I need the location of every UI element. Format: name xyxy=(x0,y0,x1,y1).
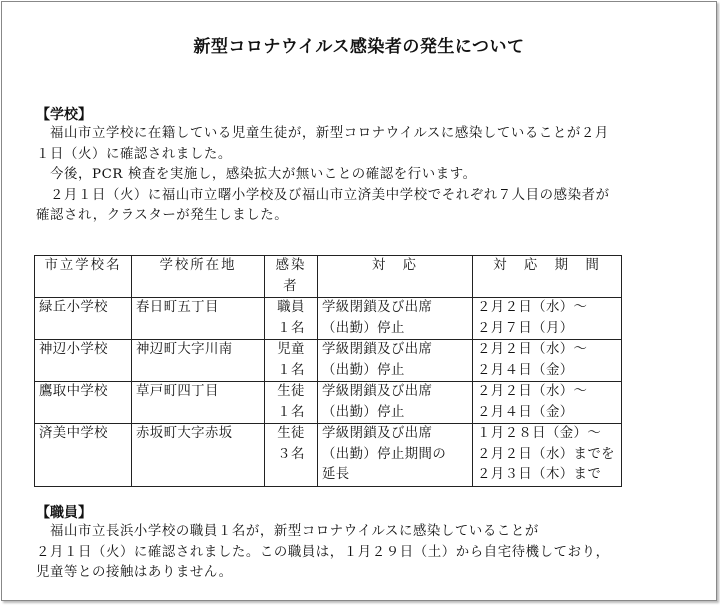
school-name-cell: 済美中学校 xyxy=(35,424,132,487)
response-cell: 学級閉鎖及び出席 （出勤）停止 xyxy=(318,340,473,382)
school-line: 今後，PCR 検査を実施し，感染拡大が無いことの確認を行います。 xyxy=(36,167,477,182)
school-line: １日（火）に確認されました。 xyxy=(36,146,232,162)
page-title: 新型コロナウイルス感染者の発生について xyxy=(193,37,525,57)
school-name-cell: 鷹取中学校 xyxy=(35,382,132,424)
column-header: 市立学校名 xyxy=(35,256,132,298)
staff-section-text xyxy=(36,522,696,584)
table-row xyxy=(35,382,622,424)
infected-cell: 生徒 １名 xyxy=(265,382,318,424)
staff-line: ２月１日（火）に確認されました。この職員は，１月２９日（土）から自宅待機しており， xyxy=(36,544,610,560)
column-header: 対 応 xyxy=(318,256,473,298)
period-cell: ２月２日（水）～ ２月７日（月） xyxy=(473,298,622,340)
school-section-text xyxy=(36,124,696,227)
school-line: 確認され，クラスターが発生しました。 xyxy=(36,208,289,223)
location-cell: 草戸町四丁目 xyxy=(132,382,265,424)
location-cell: 春日町五丁目 xyxy=(132,298,265,340)
school-line: 福山市立学校に在籍している児童生徒が，新型コロナウイルスに感染していることが２月 xyxy=(36,126,609,141)
staff-section-heading: 【職員】 xyxy=(36,505,92,521)
infected-cell: 生徒 ３名 xyxy=(265,424,318,487)
document-page xyxy=(1,1,717,601)
location-cell: 神辺町大字川南 xyxy=(132,340,265,382)
response-cell: 学級閉鎖及び出席 （出勤）停止 xyxy=(318,298,473,340)
table-row xyxy=(35,298,622,340)
school-section-heading: 【学校】 xyxy=(36,107,92,123)
location-cell: 赤坂町大字赤坂 xyxy=(132,424,265,487)
response-cell: 学級閉鎖及び出席 （出勤）停止期間の 延長 xyxy=(318,424,473,487)
table-header-row xyxy=(35,256,622,298)
infected-cell: 児童 １名 xyxy=(265,340,318,382)
staff-line: 児童等との接触はありません。 xyxy=(36,565,233,580)
school-line: ２月１日（火）に福山市立曙小学校及び福山市立済美中学校でそれぞれ７人目の感染者が xyxy=(36,187,610,203)
school-name-cell: 神辺小学校 xyxy=(35,340,132,382)
school-name-cell: 緑丘小学校 xyxy=(35,298,132,340)
table-row xyxy=(35,340,622,382)
staff-line: 福山市立長浜小学校の職員１名が，新型コロナウイルスに感染していることが xyxy=(36,524,539,539)
column-header: 学校所在地 xyxy=(132,256,265,298)
period-cell: ２月２日（水）～ ２月４日（金） xyxy=(473,382,622,424)
column-header: 感染者 xyxy=(265,256,318,298)
column-header: 対 応 期 間 xyxy=(473,256,622,298)
table-row xyxy=(35,424,622,487)
school-table xyxy=(34,255,622,487)
infected-cell: 職員 １名 xyxy=(265,298,318,340)
period-cell: ２月２日（水）～ ２月４日（金） xyxy=(473,340,622,382)
response-cell: 学級閉鎖及び出席 （出勤）停止 xyxy=(318,382,473,424)
period-cell: １月２８日（金）～ ２月２日（水）までを ２月３日（木）まで xyxy=(473,424,622,487)
